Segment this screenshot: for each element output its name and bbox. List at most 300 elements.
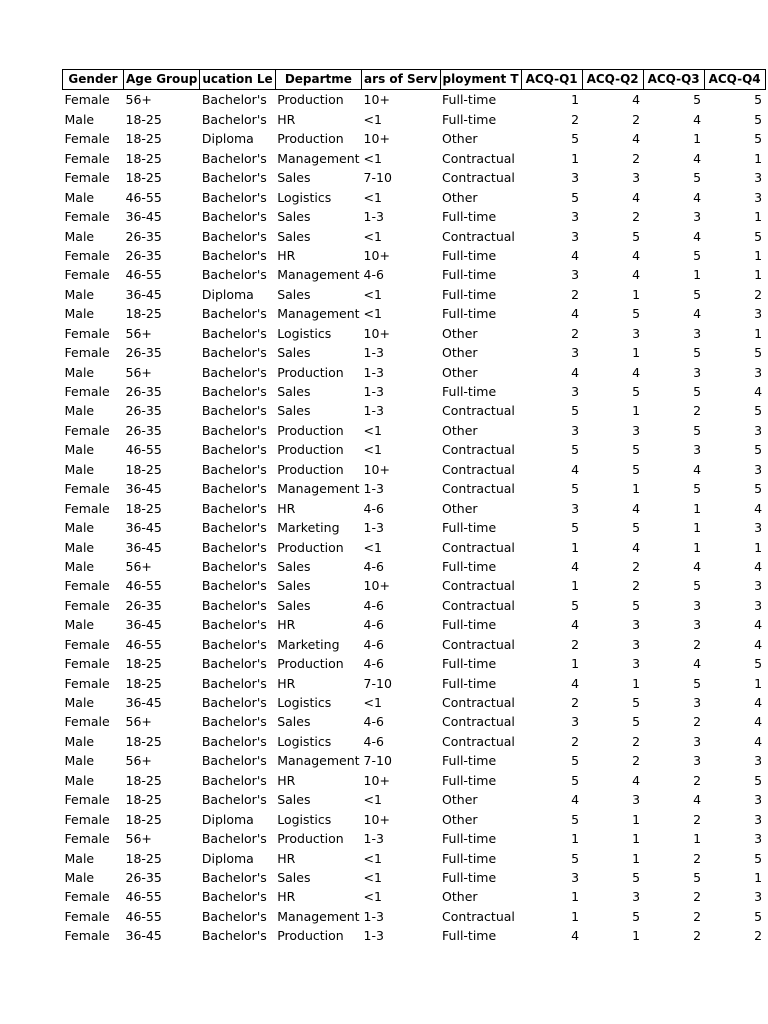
cell-gender[interactable]: Male <box>64 189 95 205</box>
cell-department[interactable]: Logistics <box>277 733 332 749</box>
cell-age-group[interactable]: 18-25 <box>125 772 162 788</box>
cell-age-group[interactable]: 36-45 <box>125 617 162 633</box>
cell-years-of-service[interactable]: 1-3 <box>363 364 384 380</box>
cell-acq-q4[interactable]: 3 <box>754 578 763 594</box>
cell-acq-q4[interactable]: 3 <box>754 889 763 905</box>
cell-employment-type[interactable]: Other <box>442 422 478 438</box>
cell-acq-q3[interactable]: 5 <box>693 481 702 497</box>
cell-acq-q2[interactable]: 3 <box>632 636 641 652</box>
cell-acq-q1[interactable]: 4 <box>571 558 580 574</box>
cell-employment-type[interactable]: Contractual <box>442 636 515 652</box>
cell-acq-q1[interactable]: 5 <box>571 597 580 613</box>
cell-gender[interactable]: Male <box>64 286 95 302</box>
cell-age-group[interactable]: 56+ <box>125 558 152 574</box>
cell-age-group[interactable]: 56+ <box>125 831 152 847</box>
cell-age-group[interactable]: 18-25 <box>125 792 162 808</box>
cell-acq-q1[interactable]: 1 <box>571 889 580 905</box>
cell-years-of-service[interactable]: 10+ <box>363 325 390 341</box>
cell-years-of-service[interactable]: 1-3 <box>363 520 384 536</box>
cell-acq-q1[interactable]: 4 <box>571 364 580 380</box>
cell-age-group[interactable]: 36-45 <box>125 520 162 536</box>
cell-acq-q4[interactable]: 2 <box>754 928 763 944</box>
cell-acq-q2[interactable]: 5 <box>632 597 641 613</box>
cell-acq-q4[interactable]: 2 <box>754 286 763 302</box>
cell-age-group[interactable]: 56+ <box>125 364 152 380</box>
cell-gender[interactable]: Male <box>64 461 95 477</box>
cell-employment-type[interactable]: Full-time <box>442 675 497 691</box>
cell-age-group[interactable]: 36-45 <box>125 928 162 944</box>
cell-gender[interactable]: Female <box>64 209 110 225</box>
cell-years-of-service[interactable]: <1 <box>363 189 382 205</box>
cell-acq-q3[interactable]: 1 <box>693 267 702 283</box>
cell-acq-q3[interactable]: 4 <box>693 656 702 672</box>
cell-acq-q3[interactable]: 4 <box>693 189 702 205</box>
cell-acq-q2[interactable]: 3 <box>632 889 641 905</box>
cell-acq-q4[interactable]: 5 <box>754 131 763 147</box>
cell-years-of-service[interactable]: 4-6 <box>363 500 384 516</box>
cell-age-group[interactable]: 18-25 <box>125 811 162 827</box>
cell-acq-q1[interactable]: 4 <box>571 247 580 263</box>
cell-employment-type[interactable]: Contractual <box>442 403 515 419</box>
cell-acq-q1[interactable]: 2 <box>571 286 580 302</box>
cell-acq-q3[interactable]: 4 <box>693 558 702 574</box>
cell-gender[interactable]: Female <box>64 908 110 924</box>
cell-acq-q2[interactable]: 1 <box>632 345 641 361</box>
cell-acq-q3[interactable]: 2 <box>693 908 702 924</box>
cell-education-level[interactable]: Diploma <box>201 286 254 302</box>
cell-employment-type[interactable]: Full-time <box>442 928 497 944</box>
cell-acq-q3[interactable]: 5 <box>693 92 702 108</box>
cell-acq-q3[interactable]: 4 <box>693 461 702 477</box>
cell-department[interactable]: HR <box>277 889 296 905</box>
cell-department[interactable]: Production <box>277 831 344 847</box>
cell-years-of-service[interactable]: <1 <box>363 850 382 866</box>
cell-employment-type[interactable]: Full-time <box>442 869 497 885</box>
cell-department[interactable]: Sales <box>277 792 311 808</box>
cell-employment-type[interactable]: Contractual <box>442 442 515 458</box>
cell-employment-type[interactable]: Full-time <box>442 384 497 399</box>
cell-gender[interactable]: Female <box>64 500 110 516</box>
cell-gender[interactable]: Male <box>64 733 95 749</box>
cell-education-level[interactable]: Bachelor's <box>201 695 267 710</box>
cell-years-of-service[interactable]: <1 <box>363 286 382 302</box>
cell-department[interactable]: Logistics <box>277 811 332 827</box>
cell-employment-type[interactable]: Full-time <box>442 209 497 225</box>
cell-acq-q4[interactable]: 5 <box>754 908 763 924</box>
cell-acq-q2[interactable]: 1 <box>632 928 641 944</box>
cell-education-level[interactable]: Bachelor's <box>201 889 267 905</box>
cell-gender[interactable]: Female <box>64 714 110 730</box>
cell-department[interactable]: HR <box>277 111 296 127</box>
cell-acq-q3[interactable]: 5 <box>693 384 702 399</box>
cell-acq-q1[interactable]: 1 <box>571 831 580 847</box>
cell-gender[interactable]: Female <box>64 384 110 399</box>
cell-acq-q1[interactable]: 2 <box>571 695 580 710</box>
cell-acq-q3[interactable]: 3 <box>693 325 702 341</box>
cell-years-of-service[interactable]: 7-10 <box>363 170 392 186</box>
cell-years-of-service[interactable]: 1-3 <box>363 384 384 399</box>
cell-acq-q4[interactable]: 1 <box>754 869 763 885</box>
cell-education-level[interactable]: Diploma <box>201 811 254 827</box>
cell-acq-q2[interactable]: 5 <box>632 461 641 477</box>
cell-acq-q1[interactable]: 3 <box>571 267 580 283</box>
cell-acq-q4[interactable]: 5 <box>754 92 763 108</box>
cell-acq-q3[interactable]: 5 <box>693 247 702 263</box>
cell-acq-q2[interactable]: 5 <box>632 228 641 244</box>
cell-employment-type[interactable]: Other <box>442 792 478 808</box>
cell-education-level[interactable]: Bachelor's <box>201 636 267 652</box>
cell-years-of-service[interactable]: <1 <box>363 150 382 166</box>
cell-years-of-service[interactable]: 4-6 <box>363 617 384 633</box>
cell-gender[interactable]: Male <box>64 539 95 555</box>
cell-acq-q4[interactable]: 1 <box>754 267 763 283</box>
header-gender[interactable]: Gender <box>63 70 124 90</box>
cell-acq-q3[interactable]: 3 <box>693 442 702 458</box>
cell-employment-type[interactable]: Contractual <box>442 461 515 477</box>
cell-acq-q4[interactable]: 5 <box>754 850 763 866</box>
cell-department[interactable]: Marketing <box>277 520 340 536</box>
cell-acq-q4[interactable]: 3 <box>754 364 763 380</box>
cell-age-group[interactable]: 18-25 <box>125 131 162 147</box>
cell-age-group[interactable]: 56+ <box>125 325 152 341</box>
cell-education-level[interactable]: Bachelor's <box>201 675 267 691</box>
cell-acq-q1[interactable]: 1 <box>571 656 580 672</box>
cell-acq-q4[interactable]: 4 <box>754 384 763 399</box>
cell-age-group[interactable]: 56+ <box>125 753 152 769</box>
cell-acq-q3[interactable]: 1 <box>693 500 702 516</box>
cell-acq-q1[interactable]: 4 <box>571 617 580 633</box>
cell-education-level[interactable]: Bachelor's <box>201 170 267 186</box>
cell-employment-type[interactable]: Full-time <box>442 306 497 322</box>
cell-employment-type[interactable]: Full-time <box>442 656 497 672</box>
cell-gender[interactable]: Female <box>64 150 110 166</box>
cell-acq-q1[interactable]: 2 <box>571 325 580 341</box>
cell-acq-q3[interactable]: 3 <box>693 364 702 380</box>
cell-acq-q2[interactable]: 5 <box>632 442 641 458</box>
cell-age-group[interactable]: 46-55 <box>125 636 162 652</box>
cell-gender[interactable]: Male <box>64 617 95 633</box>
cell-acq-q2[interactable]: 5 <box>632 384 641 399</box>
cell-age-group[interactable]: 26-35 <box>125 869 162 885</box>
cell-acq-q1[interactable]: 1 <box>571 578 580 594</box>
cell-age-group[interactable]: 56+ <box>125 714 152 730</box>
cell-age-group[interactable]: 36-45 <box>125 481 162 497</box>
cell-acq-q4[interactable]: 3 <box>754 597 763 613</box>
cell-age-group[interactable]: 46-55 <box>125 889 162 905</box>
cell-acq-q3[interactable]: 4 <box>693 150 702 166</box>
header-years-of-service[interactable]: ars of Serv <box>362 70 441 90</box>
cell-acq-q2[interactable]: 1 <box>632 286 641 302</box>
cell-acq-q1[interactable]: 4 <box>571 461 580 477</box>
cell-employment-type[interactable]: Full-time <box>442 520 497 536</box>
cell-age-group[interactable]: 26-35 <box>125 345 162 361</box>
cell-acq-q1[interactable]: 2 <box>571 111 580 127</box>
cell-education-level[interactable]: Bachelor's <box>201 92 267 108</box>
cell-acq-q1[interactable]: 1 <box>571 539 580 555</box>
cell-education-level[interactable]: Bachelor's <box>201 869 267 885</box>
cell-department[interactable]: Production <box>277 442 344 458</box>
cell-acq-q3[interactable]: 2 <box>693 889 702 905</box>
cell-acq-q2[interactable]: 1 <box>632 850 641 866</box>
cell-education-level[interactable]: Bachelor's <box>201 209 267 225</box>
cell-age-group[interactable]: 46-55 <box>125 578 162 594</box>
cell-years-of-service[interactable]: <1 <box>363 306 382 322</box>
cell-acq-q1[interactable]: 3 <box>571 209 580 225</box>
cell-education-level[interactable]: Bachelor's <box>201 792 267 808</box>
cell-acq-q4[interactable]: 1 <box>754 247 763 263</box>
cell-employment-type[interactable]: Contractual <box>442 481 515 497</box>
cell-gender[interactable]: Female <box>64 889 110 905</box>
cell-gender[interactable]: Female <box>64 325 110 341</box>
cell-employment-type[interactable]: Other <box>442 500 478 516</box>
cell-years-of-service[interactable]: 1-3 <box>363 481 384 497</box>
cell-acq-q4[interactable]: 5 <box>754 481 763 497</box>
cell-acq-q1[interactable]: 3 <box>571 228 580 244</box>
cell-acq-q2[interactable]: 2 <box>632 150 641 166</box>
cell-employment-type[interactable]: Contractual <box>442 228 515 244</box>
cell-acq-q2[interactable]: 2 <box>632 558 641 574</box>
cell-gender[interactable]: Male <box>64 520 95 536</box>
cell-age-group[interactable]: 18-25 <box>125 850 162 866</box>
cell-years-of-service[interactable]: 4-6 <box>363 733 384 749</box>
cell-acq-q2[interactable]: 2 <box>632 753 641 769</box>
cell-age-group[interactable]: 46-55 <box>125 908 162 924</box>
cell-acq-q2[interactable]: 3 <box>632 422 641 438</box>
cell-acq-q3[interactable]: 5 <box>693 286 702 302</box>
cell-education-level[interactable]: Bachelor's <box>201 306 267 322</box>
cell-employment-type[interactable]: Full-time <box>442 92 497 108</box>
cell-employment-type[interactable]: Full-time <box>442 617 497 633</box>
cell-acq-q2[interactable]: 4 <box>632 364 641 380</box>
cell-gender[interactable]: Female <box>64 811 110 827</box>
cell-acq-q3[interactable]: 3 <box>693 695 702 710</box>
cell-years-of-service[interactable]: <1 <box>363 539 382 555</box>
cell-department[interactable]: HR <box>277 247 296 263</box>
cell-acq-q1[interactable]: 4 <box>571 928 580 944</box>
cell-department[interactable]: Sales <box>277 286 311 302</box>
cell-acq-q1[interactable]: 3 <box>571 500 580 516</box>
cell-acq-q1[interactable]: 3 <box>571 384 580 399</box>
cell-years-of-service[interactable]: <1 <box>363 695 382 710</box>
cell-acq-q1[interactable]: 4 <box>571 675 580 691</box>
cell-acq-q4[interactable]: 5 <box>754 656 763 672</box>
cell-acq-q1[interactable]: 2 <box>571 636 580 652</box>
cell-acq-q4[interactable]: 4 <box>754 714 763 730</box>
cell-gender[interactable]: Female <box>64 481 110 497</box>
cell-acq-q4[interactable]: 4 <box>754 500 763 516</box>
cell-department[interactable]: Sales <box>277 597 311 613</box>
cell-years-of-service[interactable]: 4-6 <box>363 558 384 574</box>
cell-acq-q3[interactable]: 1 <box>693 520 702 536</box>
cell-age-group[interactable]: 36-45 <box>125 695 162 710</box>
cell-acq-q1[interactable]: 3 <box>571 714 580 730</box>
cell-acq-q3[interactable]: 2 <box>693 811 702 827</box>
cell-department[interactable]: Sales <box>277 403 311 419</box>
cell-years-of-service[interactable]: 7-10 <box>363 753 392 769</box>
cell-department[interactable]: Sales <box>277 558 311 574</box>
cell-department[interactable]: Production <box>277 539 344 555</box>
cell-age-group[interactable]: 18-25 <box>125 461 162 477</box>
cell-education-level[interactable]: Diploma <box>201 131 254 147</box>
cell-acq-q4[interactable]: 1 <box>754 209 763 225</box>
cell-gender[interactable]: Female <box>64 675 110 691</box>
cell-department[interactable]: Management <box>277 481 360 497</box>
cell-acq-q2[interactable]: 2 <box>632 111 641 127</box>
cell-acq-q2[interactable]: 3 <box>632 325 641 341</box>
cell-age-group[interactable]: 26-35 <box>125 597 162 613</box>
cell-education-level[interactable]: Bachelor's <box>201 772 267 788</box>
cell-department[interactable]: HR <box>277 675 296 691</box>
cell-acq-q4[interactable]: 5 <box>754 442 763 458</box>
cell-acq-q4[interactable]: 4 <box>754 695 763 710</box>
cell-education-level[interactable]: Bachelor's <box>201 928 267 944</box>
cell-gender[interactable]: Male <box>64 695 95 710</box>
cell-education-level[interactable]: Bachelor's <box>201 247 267 263</box>
cell-acq-q3[interactable]: 5 <box>693 170 702 186</box>
cell-acq-q2[interactable]: 2 <box>632 209 641 225</box>
cell-age-group[interactable]: 26-35 <box>125 384 162 399</box>
cell-gender[interactable]: Male <box>64 869 95 885</box>
cell-acq-q3[interactable]: 3 <box>693 617 702 633</box>
header-acq-q3[interactable]: ACQ-Q3 <box>643 70 704 90</box>
cell-years-of-service[interactable]: <1 <box>363 792 382 808</box>
cell-department[interactable]: Management <box>277 753 360 769</box>
cell-employment-type[interactable]: Other <box>442 364 478 380</box>
cell-years-of-service[interactable]: 7-10 <box>363 675 392 691</box>
cell-department[interactable]: Logistics <box>277 189 332 205</box>
cell-years-of-service[interactable]: 4-6 <box>363 714 384 730</box>
cell-acq-q4[interactable]: 1 <box>754 675 763 691</box>
cell-years-of-service[interactable]: <1 <box>363 442 382 458</box>
cell-employment-type[interactable]: Other <box>442 131 478 147</box>
cell-years-of-service[interactable]: 4-6 <box>363 636 384 652</box>
cell-acq-q1[interactable]: 3 <box>571 170 580 186</box>
cell-gender[interactable]: Female <box>64 131 110 147</box>
cell-acq-q2[interactable]: 5 <box>632 695 641 710</box>
cell-gender[interactable]: Female <box>64 831 110 847</box>
cell-years-of-service[interactable]: 4-6 <box>363 597 384 613</box>
cell-acq-q1[interactable]: 5 <box>571 403 580 419</box>
cell-education-level[interactable]: Bachelor's <box>201 228 267 244</box>
cell-employment-type[interactable]: Contractual <box>442 578 515 594</box>
cell-age-group[interactable]: 36-45 <box>125 286 162 302</box>
cell-department[interactable]: HR <box>277 850 296 866</box>
cell-gender[interactable]: Female <box>64 267 110 283</box>
cell-age-group[interactable]: 26-35 <box>125 403 162 419</box>
cell-acq-q3[interactable]: 5 <box>693 869 702 885</box>
cell-age-group[interactable]: 56+ <box>125 92 152 108</box>
cell-acq-q4[interactable]: 3 <box>754 831 763 847</box>
cell-acq-q4[interactable]: 5 <box>754 345 763 361</box>
cell-acq-q4[interactable]: 5 <box>754 228 763 244</box>
cell-department[interactable]: Sales <box>277 170 311 186</box>
cell-years-of-service[interactable]: 4-6 <box>363 267 384 283</box>
cell-acq-q2[interactable]: 1 <box>632 811 641 827</box>
cell-gender[interactable]: Male <box>64 364 95 380</box>
cell-acq-q1[interactable]: 5 <box>571 811 580 827</box>
cell-department[interactable]: Sales <box>277 209 311 225</box>
cell-employment-type[interactable]: Contractual <box>442 539 515 555</box>
cell-age-group[interactable]: 18-25 <box>125 111 162 127</box>
cell-years-of-service[interactable]: <1 <box>363 111 382 127</box>
cell-acq-q4[interactable]: 4 <box>754 636 763 652</box>
cell-acq-q2[interactable]: 4 <box>632 247 641 263</box>
cell-gender[interactable]: Female <box>64 656 110 672</box>
cell-acq-q4[interactable]: 3 <box>754 306 763 322</box>
cell-employment-type[interactable]: Full-time <box>442 772 497 788</box>
cell-age-group[interactable]: 18-25 <box>125 675 162 691</box>
cell-education-level[interactable]: Bachelor's <box>201 267 267 283</box>
cell-education-level[interactable]: Bachelor's <box>201 558 267 574</box>
cell-years-of-service[interactable]: 10+ <box>363 461 390 477</box>
cell-gender[interactable]: Male <box>64 442 95 458</box>
cell-acq-q4[interactable]: 4 <box>754 558 763 574</box>
cell-years-of-service[interactable]: <1 <box>363 869 382 885</box>
cell-gender[interactable]: Male <box>64 111 95 127</box>
cell-department[interactable]: Production <box>277 461 344 477</box>
cell-acq-q3[interactable]: 2 <box>693 636 702 652</box>
cell-acq-q2[interactable]: 4 <box>632 539 641 555</box>
cell-gender[interactable]: Female <box>64 597 110 613</box>
cell-acq-q2[interactable]: 3 <box>632 656 641 672</box>
cell-acq-q3[interactable]: 5 <box>693 345 702 361</box>
cell-department[interactable]: Production <box>277 422 344 438</box>
cell-acq-q4[interactable]: 1 <box>754 150 763 166</box>
cell-acq-q2[interactable]: 5 <box>632 714 641 730</box>
cell-acq-q3[interactable]: 1 <box>693 131 702 147</box>
cell-acq-q3[interactable]: 5 <box>693 422 702 438</box>
cell-department[interactable]: Production <box>277 131 344 147</box>
cell-age-group[interactable]: 26-35 <box>125 247 162 263</box>
cell-age-group[interactable]: 26-35 <box>125 228 162 244</box>
cell-employment-type[interactable]: Full-time <box>442 558 497 574</box>
cell-acq-q2[interactable]: 4 <box>632 772 641 788</box>
cell-age-group[interactable]: 18-25 <box>125 656 162 672</box>
cell-acq-q1[interactable]: 1 <box>571 150 580 166</box>
cell-acq-q1[interactable]: 5 <box>571 520 580 536</box>
cell-acq-q4[interactable]: 4 <box>754 733 763 749</box>
cell-department[interactable]: Production <box>277 92 344 108</box>
cell-gender[interactable]: Male <box>64 753 95 769</box>
cell-acq-q3[interactable]: 2 <box>693 714 702 730</box>
cell-acq-q2[interactable]: 5 <box>632 306 641 322</box>
header-department[interactable]: Departme <box>275 70 361 90</box>
cell-acq-q4[interactable]: 3 <box>754 811 763 827</box>
cell-department[interactable]: Sales <box>277 345 311 361</box>
cell-employment-type[interactable]: Full-time <box>442 286 497 302</box>
cell-employment-type[interactable]: Other <box>442 325 478 341</box>
cell-acq-q3[interactable]: 3 <box>693 209 702 225</box>
cell-education-level[interactable]: Bachelor's <box>201 733 267 749</box>
cell-years-of-service[interactable]: 1-3 <box>363 403 384 419</box>
cell-acq-q1[interactable]: 4 <box>571 306 580 322</box>
cell-years-of-service[interactable]: 10+ <box>363 92 390 108</box>
cell-education-level[interactable]: Bachelor's <box>201 442 267 458</box>
cell-acq-q4[interactable]: 3 <box>754 189 763 205</box>
cell-age-group[interactable]: 18-25 <box>125 306 162 322</box>
cell-acq-q2[interactable]: 3 <box>632 792 641 808</box>
cell-education-level[interactable]: Bachelor's <box>201 325 267 341</box>
cell-acq-q2[interactable]: 3 <box>632 170 641 186</box>
cell-employment-type[interactable]: Full-time <box>442 111 497 127</box>
cell-acq-q3[interactable]: 1 <box>693 539 702 555</box>
cell-age-group[interactable]: 46-55 <box>125 442 162 458</box>
cell-acq-q1[interactable]: 5 <box>571 850 580 866</box>
cell-education-level[interactable]: Bachelor's <box>201 111 267 127</box>
cell-acq-q1[interactable]: 5 <box>571 442 580 458</box>
cell-years-of-service[interactable]: 1-3 <box>363 831 384 847</box>
cell-employment-type[interactable]: Contractual <box>442 170 515 186</box>
